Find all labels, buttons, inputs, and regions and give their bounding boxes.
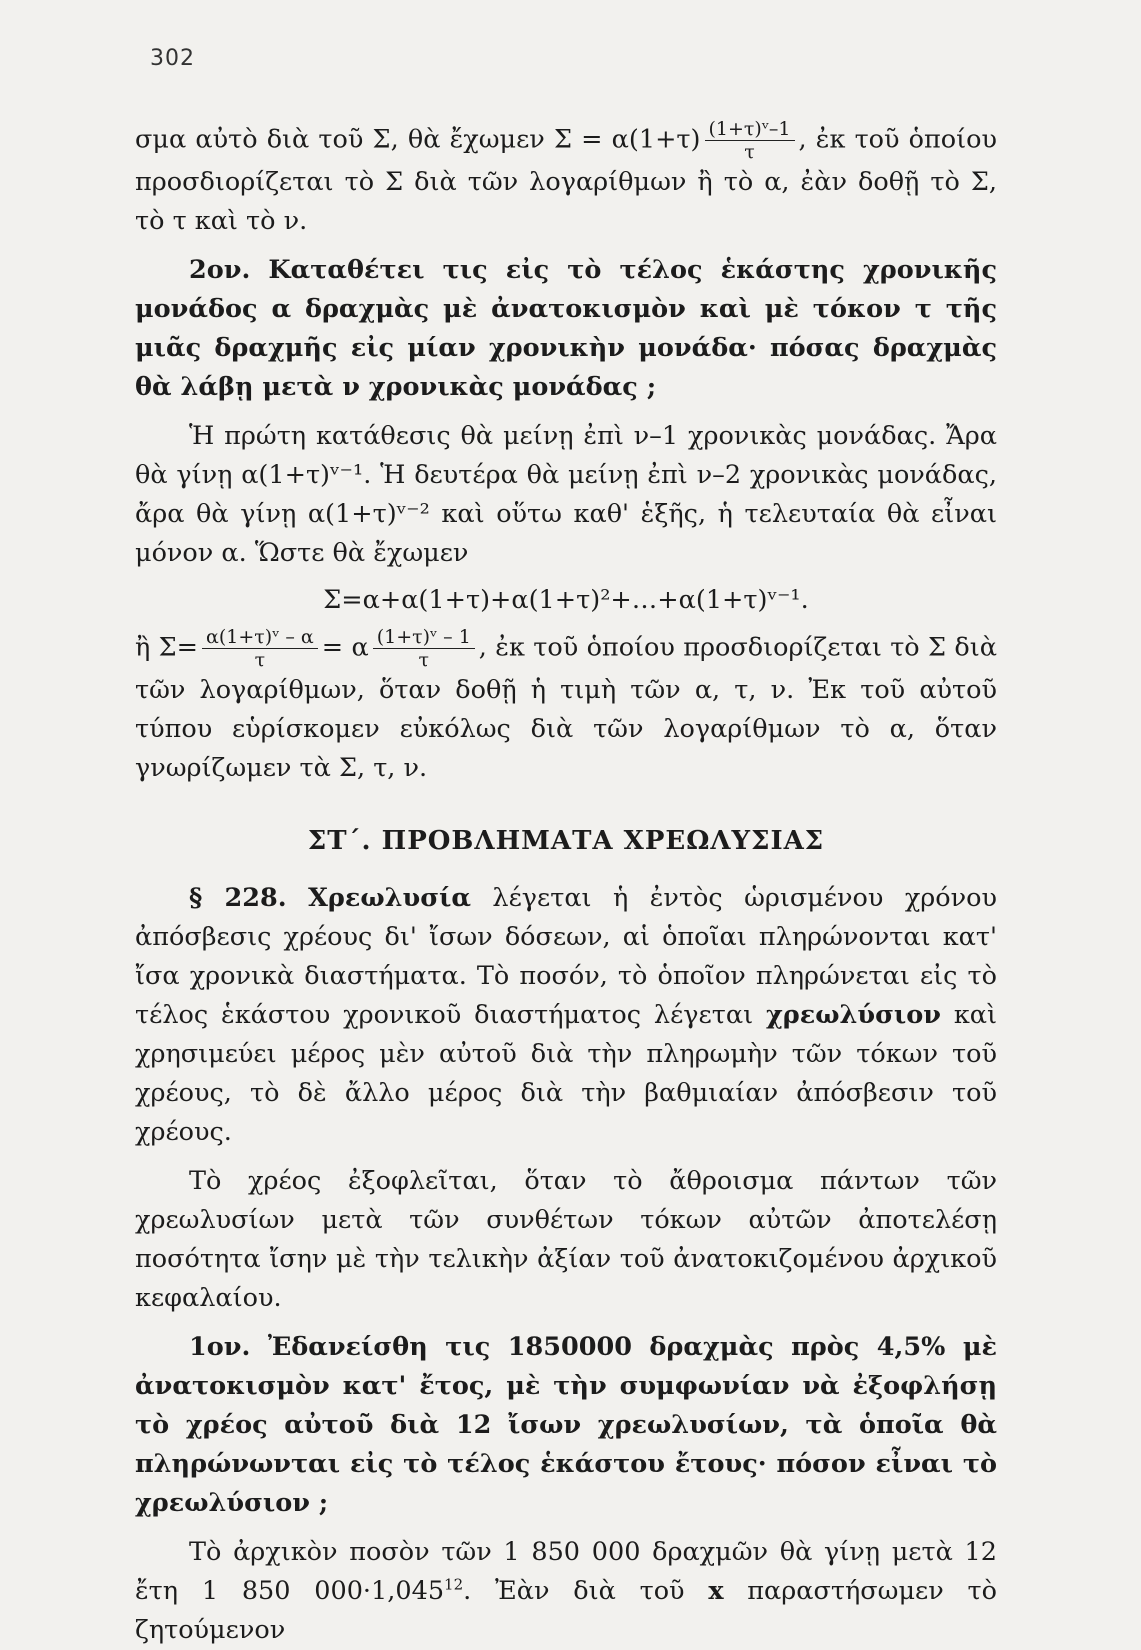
paragraph-228: § 228. Χρεωλυσία λέγεται ἡ ἐντὸς ὡρισμένου χρόνου ἀπόσβεσις χρέους δι' ἴσων δόσεων, αἱ ὁποῖαι πληρώνονται κατ' ἴσα χρονικὰ διαστήματα. Τὸ ποσόν, τὸ ὁποῖον πληρώνεται εἰς τὸ τέλος ἑκάστου χρονικοῦ διαστήματος λέγεται χρεωλύσιον καὶ χρησιμεύει μέρος μὲν αὐτοῦ διὰ τὴν πληρωμὴν τῶν τόκων τοῦ χρέους, τὸ δὲ ἄλλο μέρος διὰ τὴν βαθμιαίαν ἀπόσβεσιν τοῦ χρέους. xyxy=(135,883,998,1147)
paragraph-continuation: σμα αὐτὸ διὰ τοῦ Σ, θὰ ἔχωμεν Σ = α(1+τ) $\frac{\text{(1+τ)ᵛ–1}}{\tau}$ , ἐκ τοῦ ὁποίου προσδιορίζεται τὸ Σ διὰ τῶν λογαρίθμων ἢ τὸ α, ἐὰν δοθῇ τὸ Σ, τὸ τ καὶ τὸ ν. xyxy=(135,118,998,236)
fraction: $\frac{\text{(1+τ)ᵛ – 1}}{\tau}$ xyxy=(373,626,475,671)
fraction: $\frac{\text{(1+τ)ᵛ–1}}{\tau}$ xyxy=(705,118,795,163)
solution-1: Τὸ ἀρχικὸν ποσὸν τῶν 1 850 000 δραχμῶν θὰ γίνῃ μετὰ 12 ἔτη 1 850 $000\cdot 1,045^{12}$. Ἐὰν διὰ τοῦ x παραστήσωμεν τὸ ζητούμενον xyxy=(135,1537,997,1645)
solution-2-result: ἢ Σ= $\frac{\text{α(1+τ)ᵛ – α}}{\tau}$ = α $\frac{\text{(1+τ)ᵛ – 1}}{\tau}$ , ἐκ τοῦ ὁποίου προσδιορίζεται τὸ Σ διὰ τῶν λογαρίθμων, ὅταν δοθῇ ἡ τιμὴ τῶν α, τ, ν. Ἐκ τοῦ αὐτοῦ τύπου εὑρίσκομεν εὐκόλως διὰ τῶν λογαρίθμων τὸ α, ὅταν γνωρίζωμεν τὰ Σ, τ, ν. xyxy=(135,626,997,783)
paragraph-repaid: Τὸ χρέος ἐξοφλεῖται, ὅταν τὸ ἄθροισμα πάντων τῶν χρεωλυσίων μετὰ τῶν συνθέτων τόκων αὐτῶν ἀποτελέσῃ ποσότητα ἴσην μὲ τὴν τελικὴν ἀξίαν τοῦ ἀνατοκιζομένου ἀρχικοῦ κεφαλαίου. xyxy=(135,1166,997,1313)
problem-1: 1ον. Ἐδανείσθη τις 1850000 δραχμὰς πρὸς 4,5% μὲ ἀνατοκισμὸν κατ' ἔτος, μὲ τὴν συμφωνίαν νὰ ἐξοφλήσῃ τὸ χρέος αὐτοῦ διὰ 12 ἴσων χρεωλυσίων, τὰ ὁποῖα θὰ πληρώνωνται εἰς τὸ τέλος ἑκάστου ἔτους· πόσον εἶναι τὸ χρεωλύσιον ; xyxy=(135,1332,997,1518)
problem-2: 2ον. Καταθέτει τις εἰς τὸ τέλος ἑκάστης χρονικῆς μονάδος α δραχμὰς μὲ ἀνατοκισμὸν καὶ μὲ τόκον τ τῆς μιᾶς δραχμῆς εἰς μίαν χρονικὴν μονάδα· πόσας δραχμὰς θὰ λάβῃ μετὰ ν χρονικὰς μονάδας ; xyxy=(135,255,997,402)
section-heading: ΣΤ΄. ΠΡΟΒΛΗΜΑΤΑ ΧΡΕΩΛΥΣΙΑΣ xyxy=(307,826,825,856)
page-number: 302 xyxy=(150,46,195,71)
page-body xyxy=(135,118,997,1650)
solution-2: Ἡ πρώτη κατάθεσις θὰ μείνῃ ἐπὶ ν–1 χρονικὰς μονάδας. Ἄρα θὰ γίνῃ α(1+τ)ᵛ⁻¹. Ἡ δευτέρα θὰ μείνῃ ἐπὶ ν–2 χρονικὰς μονάδας, ἄρα θὰ γίνῃ α(1+τ)ᵛ⁻² καὶ οὕτω καθ' ἑξῆς, ἡ τελευταία θὰ εἶναι μόνον α. Ὥστε θὰ ἔχωμεν xyxy=(135,421,997,568)
sum-formula: Σ=α+α(1+τ)+α(1+τ)²+…+α(1+τ)ᵛ⁻¹. xyxy=(323,585,809,615)
fraction: $\frac{\text{α(1+τ)ᵛ – α}}{\tau}$ xyxy=(202,626,318,671)
